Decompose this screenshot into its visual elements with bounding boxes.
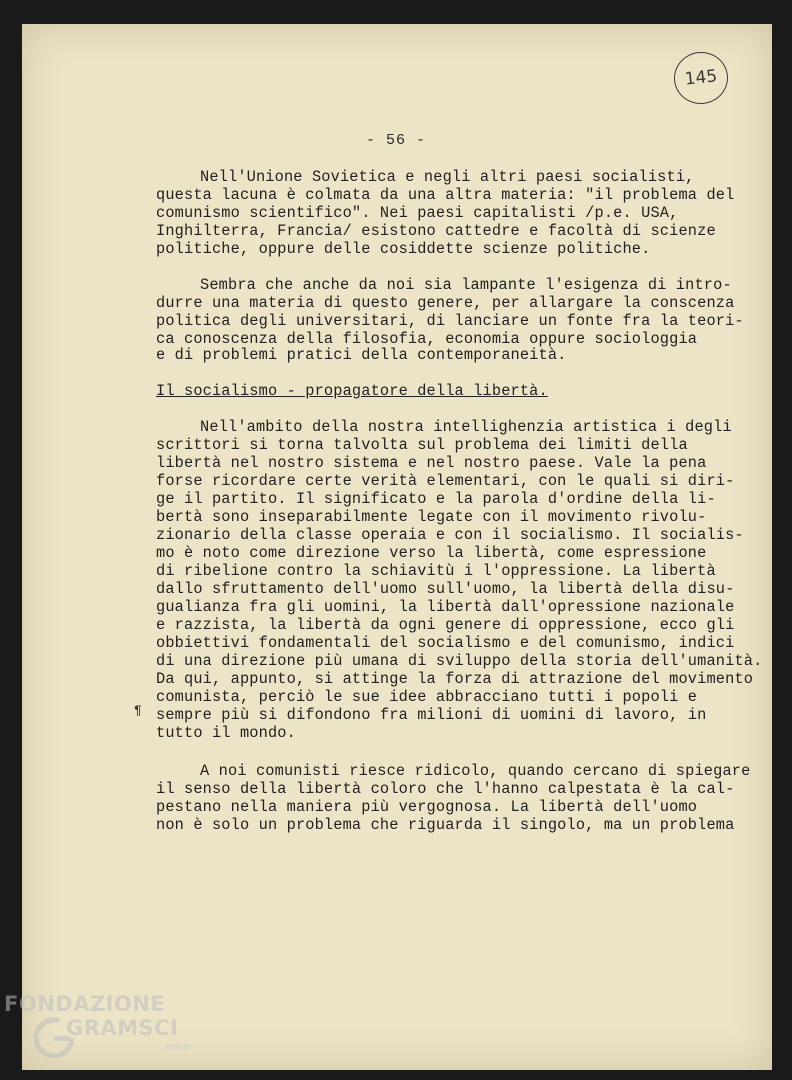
text-line: comunista, perciò le sue idee abbracciano tutti i popoli e [156, 688, 698, 706]
text-line: gualianza fra gli uomini, la libertà dall'opressione nazionale [156, 598, 735, 616]
archive-number-stamp: 145 [671, 49, 730, 106]
text-line: tutto il mondo. [156, 724, 296, 742]
text-line: di una direzione più umana di sviluppo della storia dell'umanità. [156, 652, 763, 670]
watermark-line1: FONDAZIONE [4, 992, 166, 1016]
margin-mark: ¶ [134, 703, 142, 718]
text-line: durre una materia di questo genere, per allargare la conscenza [156, 294, 735, 312]
watermark-onlus: onlus [166, 1042, 191, 1052]
watermark [4, 992, 204, 1072]
text-line: non è solo un problema che riguarda il singolo, ma un problema [156, 816, 735, 834]
text-line: Nell'ambito della nostra intellighenzia artistica i degli [200, 418, 732, 436]
text-line: politiche, oppure delle cosiddette scienze politiche. [156, 240, 651, 258]
text-line: dallo sfruttamento dell'uomo sull'uomo, la libertà della disu- [156, 580, 735, 598]
text-line: bertà sono inseparabilmente legate con il movimento rivolu- [156, 508, 707, 526]
text-line: Inghilterra, Francia/ esistono cattedre e facoltà di scienze [156, 222, 716, 240]
text-line: di ribelione contro la schiavitù i l'oppressione. La libertà [156, 562, 716, 580]
watermark-line2: GRAMSCI [66, 1016, 179, 1040]
text-line: obbiettivi fondamentali del socialismo e del comunismo, indici [156, 634, 735, 652]
text-line: zionario della classe operaia e con il socialismo. Il socialis- [156, 526, 744, 544]
text-line: ge il partito. Il significato e la parola d'ordine della li- [156, 490, 716, 508]
text-line: Nell'Unione Sovietica e negli altri paesi socialisti, [200, 168, 695, 186]
section-heading: Il socialismo - propagatore della libertà. [156, 382, 548, 400]
text-line: Sembra che anche da noi sia lampante l'esigenza di intro- [200, 276, 732, 294]
text-line: mo è noto come direzione verso la libertà, come espressione [156, 544, 707, 562]
text-line: sempre più si difondono fra milioni di uomini di lavoro, in [156, 706, 707, 724]
text-line: e razzista, la libertà da ogni genere di oppressione, ecco gli [156, 616, 735, 634]
text-line: A noi comunisti riesce ridicolo, quando cercano di spiegare [200, 762, 751, 780]
text-line: politica degli universitari, di lanciare un fonte fra la teori- [156, 312, 744, 330]
text-line: libertà nel nostro sistema e nel nostro paese. Vale la pena [156, 454, 707, 472]
text-line: comunismo scientifico". Nei paesi capitalisti /p.e. USA, [156, 204, 679, 222]
text-line: ca conoscenza della filosofia, economia oppure sociologgia [156, 330, 698, 348]
text-line: forse ricordare certe verità elementari, con le quali si diri- [156, 472, 735, 490]
text-line: Da qui, appunto, si attinge la forza di attrazione del movimento [156, 670, 754, 688]
page-number: - 56 - [365, 132, 426, 149]
text-line: questa lacuna è colmata da una altra materia: "il problema del [156, 186, 735, 204]
text-line: il senso della libertà coloro che l'hanno calpestata è la cal- [156, 780, 735, 798]
text-line: e di problemi pratici della contemporaneità. [156, 346, 567, 364]
text-line: pestano nella maniera più vergognosa. La libertà dell'uomo [156, 798, 698, 816]
text-line: scrittori si torna talvolta sul problema dei limiti della [156, 436, 688, 454]
